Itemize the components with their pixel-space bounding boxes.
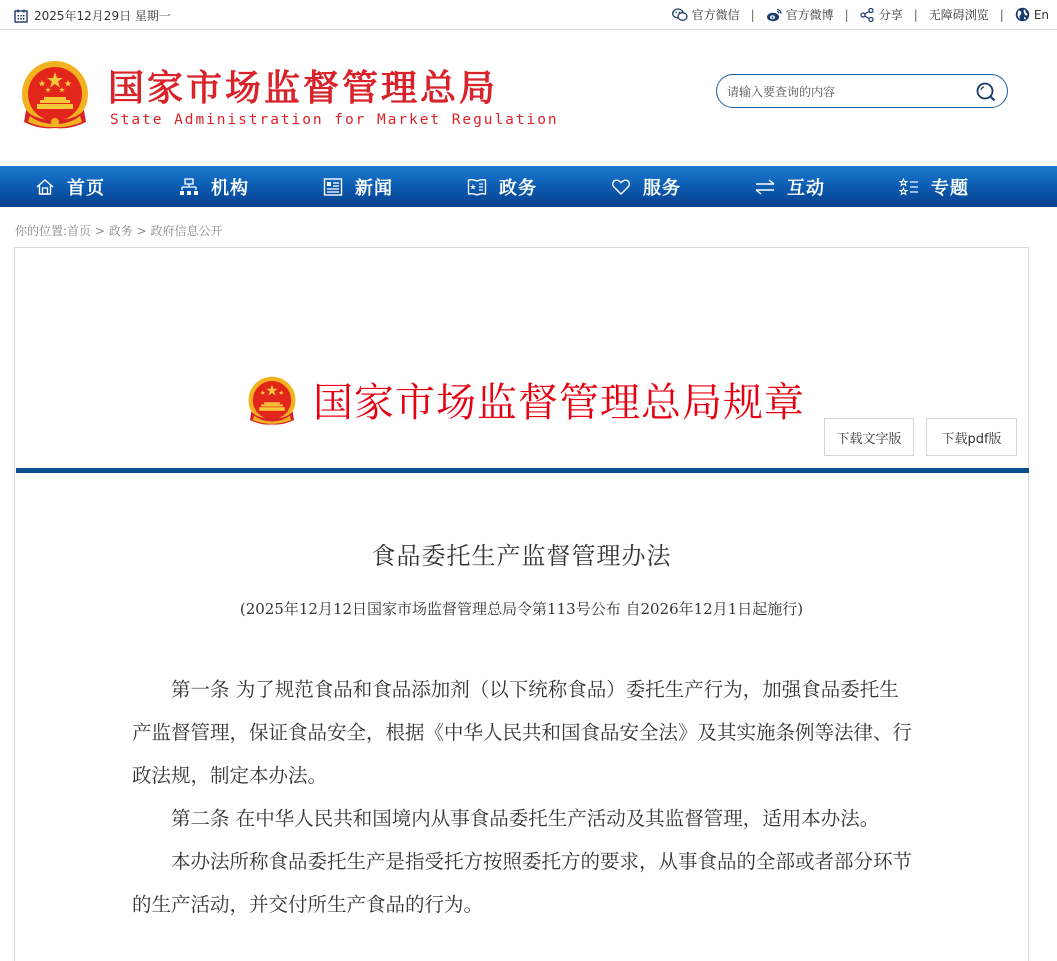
home-icon xyxy=(35,178,55,196)
separator: | xyxy=(999,7,1004,22)
separator: | xyxy=(913,7,918,22)
article-container xyxy=(14,247,1029,961)
english-link[interactable]: En xyxy=(1015,7,1049,22)
national-emblem-icon xyxy=(20,60,90,136)
nav-item-news[interactable]: 新闻 xyxy=(323,166,393,207)
search-input[interactable] xyxy=(727,82,967,102)
breadcrumb-info-disclosure[interactable]: 政府信息公开 xyxy=(150,224,223,238)
globe-icon xyxy=(1015,7,1030,22)
heart-icon xyxy=(611,178,631,196)
site-header xyxy=(0,30,1057,166)
nav-item-interaction[interactable]: 互动 xyxy=(755,166,825,207)
regulations-title: 国家市场监督管理总局规章 xyxy=(313,380,805,426)
calendar-icon xyxy=(14,9,28,23)
date-text: 2025年12月29日 星期一 xyxy=(34,9,171,23)
nav-item-affairs[interactable]: 政务 xyxy=(467,166,537,207)
breadcrumb: 你的位置:首页 > 政务 > 政府信息公开 xyxy=(15,224,223,238)
document-title: 食品委托生产监督管理办法 xyxy=(371,542,672,570)
exchange-arrows-icon xyxy=(755,178,775,196)
top-links xyxy=(672,6,1049,23)
nav-item-org[interactable]: 机构 xyxy=(179,166,249,207)
paragraph: 第二条 在中华人民共和国境内从事食品委托生产活动及其监督管理，适用本办法。 xyxy=(171,807,880,830)
breadcrumb-home[interactable]: 首页 xyxy=(67,224,92,238)
document-body xyxy=(132,668,917,926)
regulations-banner xyxy=(247,376,805,430)
download-text-button[interactable]: 下载文字版 xyxy=(824,418,914,456)
nav-item-topics[interactable]: 专题 xyxy=(899,166,969,207)
star-list-icon xyxy=(899,178,919,196)
national-emblem-icon xyxy=(247,376,297,430)
main-nav xyxy=(0,166,1057,207)
wechat-icon xyxy=(672,8,688,22)
search-box xyxy=(716,74,1008,108)
wechat-link[interactable]: 官方微信 xyxy=(672,6,740,23)
site-subtitle: State Administration for Market Regulation xyxy=(110,112,559,128)
accessibility-link[interactable]: 无障碍浏览 xyxy=(928,8,989,22)
weibo-icon xyxy=(766,8,782,22)
section-divider xyxy=(16,468,1029,473)
nav-item-service[interactable]: 服务 xyxy=(611,166,681,207)
share-icon xyxy=(860,8,875,22)
org-chart-icon xyxy=(179,178,199,196)
site-title: 国家市场监督管理总局 xyxy=(108,68,499,109)
document-subtitle: (2025年12月12日国家市场监督管理总局令第113号公布 自2026年12月1日起施行) xyxy=(239,600,804,618)
news-icon xyxy=(323,178,343,196)
weibo-link[interactable]: 官方微博 xyxy=(766,6,834,23)
separator: | xyxy=(750,7,755,22)
date-display xyxy=(14,7,171,24)
top-bar xyxy=(0,0,1057,30)
share-link[interactable]: 分享 xyxy=(860,6,903,23)
paragraph: 第一条 为了规范食品和食品添加剂（以下统称食品）委托生产行为，加强食品委托生产监督管理，保证食品安全，根据《中华人民共和国食品安全法》及其实施条例等法律、行政法规，制定本办法。 xyxy=(132,678,913,787)
breadcrumb-prefix: 你的位置: xyxy=(15,224,68,238)
book-icon xyxy=(467,178,487,196)
nav-item-home[interactable]: 首页 xyxy=(35,166,105,207)
separator: | xyxy=(844,7,849,22)
search-icon[interactable] xyxy=(975,81,997,103)
paragraph: 本办法所称食品委托生产是指受托方按照委托方的要求，从事食品的全部或者部分环节的生产活动，并交付所生产食品的行为。 xyxy=(132,850,913,916)
breadcrumb-affairs[interactable]: 政务 xyxy=(108,224,133,238)
download-pdf-button[interactable]: 下载pdf版 xyxy=(926,418,1017,456)
